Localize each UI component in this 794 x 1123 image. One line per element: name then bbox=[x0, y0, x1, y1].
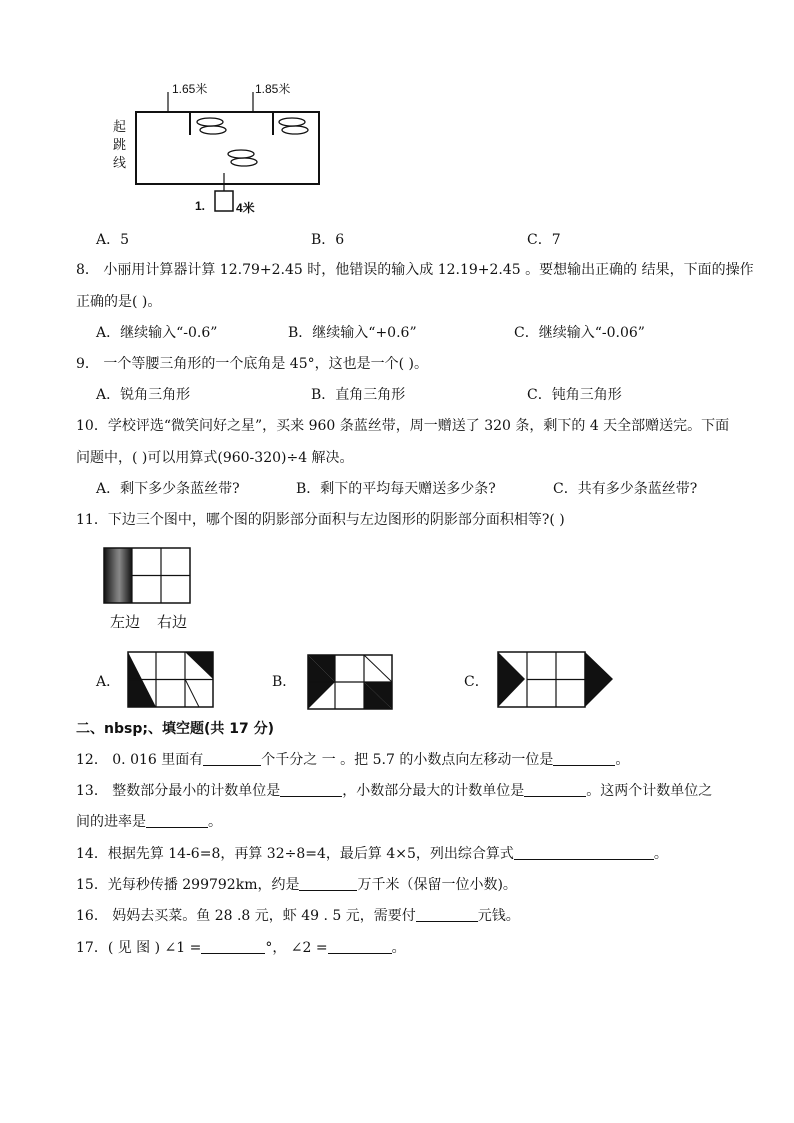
answer-box bbox=[215, 191, 233, 211]
q14-text-a: 14．根据先算 14-6=8，再算 32÷8=4，最后算 4×5，列出综合算式 bbox=[76, 846, 514, 862]
q7-option-c: C．7 bbox=[527, 232, 561, 248]
q8-option-b: B．继续输入“+0.6” bbox=[288, 325, 417, 341]
q13-line2-text-b: 。 bbox=[208, 814, 222, 830]
q11-option-c-grid bbox=[497, 651, 615, 708]
q9-line1: 9． 一个等腰三角形的一个底角是 45°，这也是一个( )。 bbox=[76, 356, 428, 372]
q8-line1: 8． 小丽用计算器计算 12.79+2.45 时，他错误的输入成 12.19+2.45 。要想输出正确的 结果，下面的操作 bbox=[76, 262, 754, 278]
start-line-label-1: 起 bbox=[113, 119, 127, 134]
q12 bbox=[76, 749, 629, 769]
mark1-label: 1.65米 bbox=[172, 82, 208, 96]
q12-blank-1[interactable] bbox=[203, 751, 261, 766]
q11-option-b-label: B． bbox=[272, 674, 297, 690]
q11-option-a-label: A． bbox=[96, 674, 121, 690]
q8-option-a: A．继续输入“-0.6” bbox=[96, 325, 218, 341]
q16 bbox=[76, 905, 520, 925]
q13 bbox=[76, 780, 712, 800]
q9-option-a: A．锐角三角形 bbox=[96, 387, 191, 403]
q9-option-c: C．钝角三角形 bbox=[527, 387, 622, 403]
q10-option-a: A．剩下多少条蓝丝带? bbox=[96, 481, 240, 497]
q15-text-a: 15．光每秒传播 299792km，约是 bbox=[76, 877, 300, 893]
section2-heading: 二、nbsp;、填空题(共 17 分) bbox=[76, 721, 274, 737]
q11-reference-grid bbox=[103, 547, 191, 604]
q12-text-c: 。 bbox=[615, 752, 630, 768]
q13-text-a: 13． 整数部分最小的计数单位是 bbox=[76, 783, 281, 799]
q11-label-right: 右边 bbox=[157, 613, 188, 631]
q17-text-b: °， ∠2 = bbox=[265, 940, 328, 956]
q13-blank-2[interactable] bbox=[524, 782, 586, 797]
q17-blank-1[interactable] bbox=[201, 939, 265, 954]
q13-line2-text-a: 间的进率是 bbox=[76, 814, 146, 830]
bottom-label-right: 4米 bbox=[236, 201, 255, 215]
q15-text-b: 万千米（保留一位小数)。 bbox=[357, 877, 517, 893]
q10-line1: 10．学校评选“微笑问好之星”，买来 960 条蓝丝带，周一赠送了 320 条，剩下的 4 天全部赠送完。下面 bbox=[76, 418, 730, 434]
q17-blank-2[interactable] bbox=[328, 939, 392, 954]
q13-blank-3[interactable] bbox=[146, 813, 208, 828]
bottom-label-left: 1. bbox=[195, 199, 206, 213]
q15 bbox=[76, 874, 517, 894]
q13-line2 bbox=[76, 811, 222, 831]
q8-option-c: C．继续输入“-0.06” bbox=[514, 325, 645, 341]
q10-line2: 问题中，( )可以用算式(960-320)÷4 解决。 bbox=[76, 450, 354, 466]
q17 bbox=[76, 937, 406, 957]
q8-line2: 正确的是( )。 bbox=[76, 294, 162, 310]
jump-pit-rect bbox=[136, 112, 319, 184]
q16-text-b: 元钱。 bbox=[477, 908, 520, 924]
start-line-label-2: 跳 bbox=[113, 137, 127, 152]
q12-text-b: 个千分之 一 。把 5.7 的小数点向左移动一位是 bbox=[261, 752, 554, 768]
q9-option-b: B．直角三角形 bbox=[311, 387, 406, 403]
q7-option-b: B．6 bbox=[311, 232, 345, 248]
footprint-icon bbox=[197, 118, 308, 166]
q11-line1: 11．下边三个图中，哪个图的阴影部分面积与左边图形的阴影部分面积相等?( ) bbox=[76, 512, 565, 528]
q17-text-a: 17．( 见 图 ) ∠1 = bbox=[76, 940, 202, 956]
q17-text-c: 。 bbox=[391, 940, 406, 956]
long-jump-figure bbox=[100, 75, 340, 225]
q16-text-a: 16． 妈妈去买菜。鱼 28 .8 元，虾 49 . 5 元，需要付 bbox=[76, 908, 416, 924]
q10-option-b: B．剩下的平均每天赠送多少条? bbox=[296, 481, 496, 497]
q13-text-c: 。这两个计数单位之 bbox=[586, 783, 713, 799]
q15-blank-1[interactable] bbox=[299, 876, 357, 891]
q11-label-left: 左边 bbox=[110, 613, 141, 631]
q11-option-b-grid bbox=[307, 654, 393, 710]
q13-text-b: ，小数部分最大的计数单位是 bbox=[342, 783, 525, 799]
q13-blank-1[interactable] bbox=[280, 782, 342, 797]
q11-option-c-label: C． bbox=[464, 674, 489, 690]
q14-text-b: 。 bbox=[653, 846, 668, 862]
mark2-label: 1.85米 bbox=[255, 82, 291, 96]
q16-blank-1[interactable] bbox=[416, 907, 478, 922]
q7-option-a: A．5 bbox=[96, 232, 130, 248]
q12-text-a: 12． 0. 016 里面有 bbox=[76, 752, 204, 768]
q11-option-a-grid bbox=[127, 651, 214, 708]
q10-option-c: C．共有多少条蓝丝带? bbox=[553, 481, 698, 497]
q14 bbox=[76, 843, 668, 863]
start-line-label-3: 线 bbox=[113, 155, 127, 170]
q14-blank-1[interactable] bbox=[514, 845, 654, 860]
q12-blank-2[interactable] bbox=[553, 751, 615, 766]
